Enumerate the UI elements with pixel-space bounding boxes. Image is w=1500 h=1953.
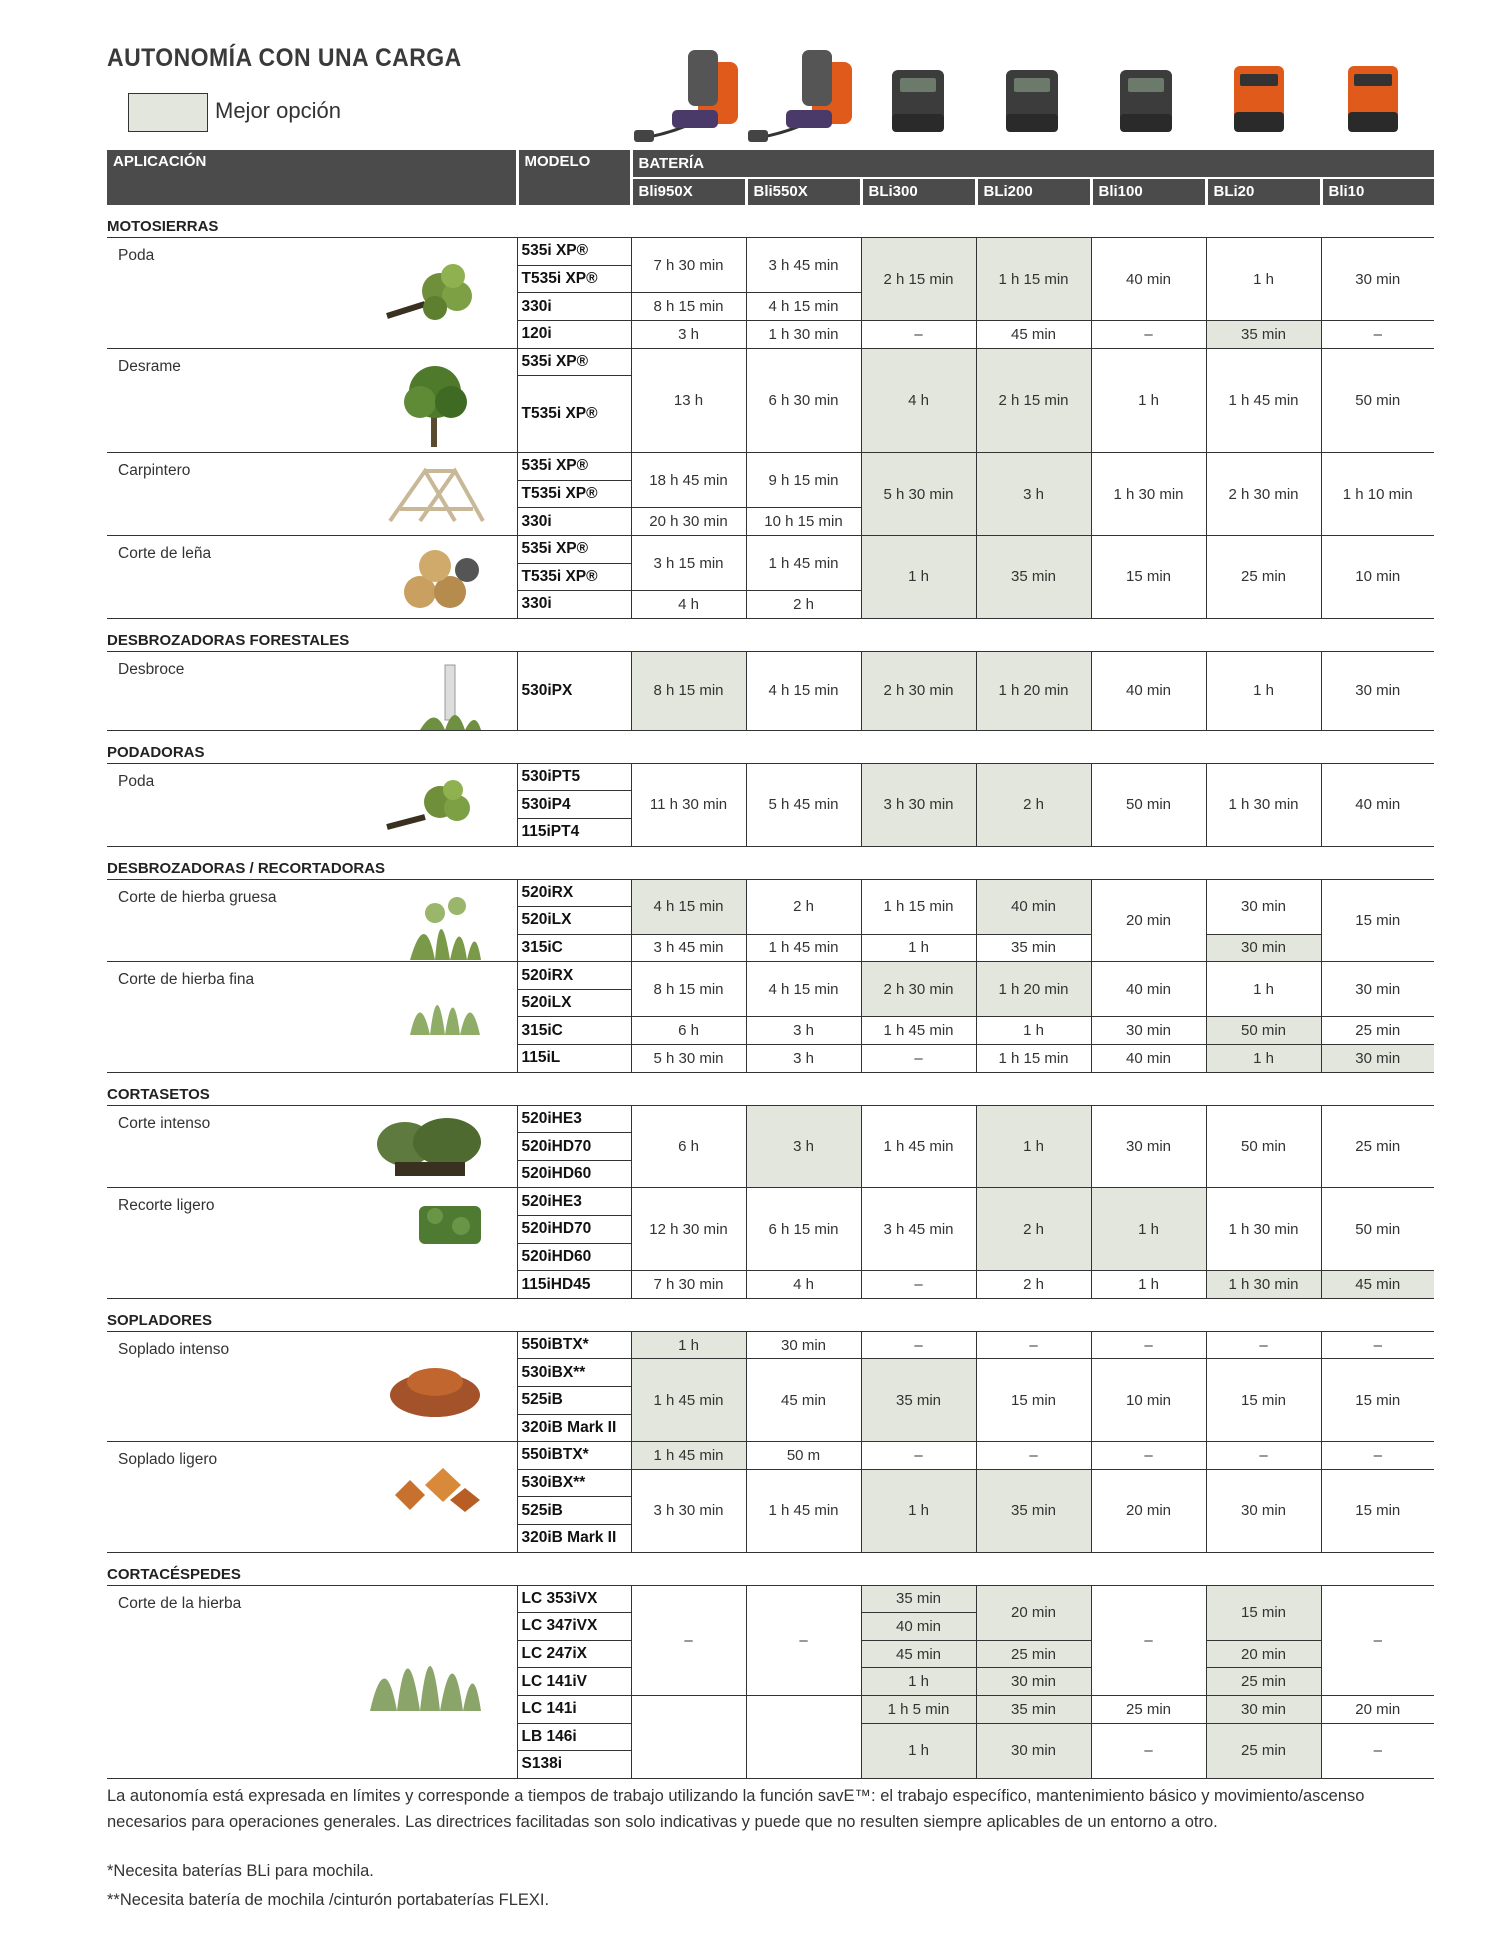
model-cell: 330i — [517, 591, 631, 619]
app-name: Corte de la hierba — [118, 1594, 242, 1612]
model-cell: 520iLX — [517, 907, 631, 935]
hedge-icon — [375, 1114, 485, 1184]
battery-col-header: BLi200 — [976, 178, 1091, 206]
model-cell: LC 141iV — [517, 1668, 631, 1696]
value-cell: 1 h — [631, 1331, 746, 1359]
value-cell: 3 h — [746, 1045, 861, 1073]
battery-col-header: BLi20 — [1206, 178, 1321, 206]
value-cell: 35 min — [1206, 320, 1321, 348]
value-cell: 35 min — [976, 1695, 1091, 1723]
value-cell: 15 min — [1321, 1469, 1434, 1552]
battery-bli300 — [892, 70, 944, 132]
model-cell: 535i XP® — [517, 238, 631, 266]
value-cell: 1 h 30 min — [1206, 1271, 1321, 1299]
value-cell: 3 h 30 min — [631, 1469, 746, 1552]
value-cell: 35 min — [861, 1585, 976, 1613]
value-cell: 30 min — [1321, 962, 1434, 1017]
app-name: Recorte ligero — [118, 1197, 215, 1215]
value-cell: 12 h 30 min — [631, 1188, 746, 1271]
value-cell: 1 h — [1091, 1271, 1206, 1299]
legend-label: Mejor opción — [215, 98, 341, 123]
value-cell: 1 h 30 min — [1091, 453, 1206, 536]
battery-col-header: Bli10 — [1321, 178, 1434, 206]
model-cell: 330i — [517, 508, 631, 536]
value-cell: 40 min — [1321, 763, 1434, 846]
value-cell: 4 h 15 min — [746, 651, 861, 730]
value-cell: 30 min — [1091, 1017, 1206, 1045]
model-cell: 520iHD70 — [517, 1216, 631, 1244]
app-cell — [107, 1105, 517, 1188]
app-name: Soplado intenso — [118, 1340, 230, 1358]
branch-icon — [385, 246, 485, 336]
model-cell: 550iBTX* — [517, 1331, 631, 1359]
value-cell: 1 h 15 min — [976, 1045, 1091, 1073]
model-cell: T535i XP® — [517, 563, 631, 591]
value-cell: 45 min — [746, 1359, 861, 1442]
value-cell: – — [1321, 1442, 1434, 1470]
value-cell: 15 min — [1321, 1359, 1434, 1442]
value-cell: 3 h — [746, 1105, 861, 1188]
value-cell: 6 h — [631, 1017, 746, 1045]
value-cell: 1 h — [861, 1668, 976, 1696]
value-cell: 2 h 30 min — [861, 962, 976, 1017]
value-cell: 25 min — [1321, 1017, 1434, 1045]
firewood-icon — [395, 544, 485, 614]
value-cell: 11 h 30 min — [631, 763, 746, 846]
app-cell — [107, 453, 517, 536]
value-cell: – — [1321, 1723, 1434, 1778]
hedge-icon — [415, 1196, 485, 1251]
model-cell: 520iHD60 — [517, 1160, 631, 1188]
value-cell: 7 h 30 min — [631, 238, 746, 293]
value-cell: 1 h 45 min — [1206, 348, 1321, 453]
model-cell: 520iHD60 — [517, 1243, 631, 1271]
value-cell: 20 min — [1091, 1469, 1206, 1552]
value-cell: 35 min — [976, 934, 1091, 962]
app-name: Desrame — [118, 357, 181, 375]
value-cell: 5 h 30 min — [631, 1045, 746, 1073]
value-cell: 1 h 10 min — [1321, 453, 1434, 536]
value-cell: 1 h — [861, 1723, 976, 1778]
value-cell: 1 h — [1206, 651, 1321, 730]
value-cell: 50 m — [746, 1442, 861, 1470]
battery-images — [630, 42, 1435, 147]
wood-frame-icon — [385, 461, 485, 531]
value-cell: 1 h 30 min — [1206, 1188, 1321, 1271]
app-name: Corte de hierba gruesa — [118, 888, 277, 906]
value-cell: 3 h 45 min — [631, 934, 746, 962]
value-cell: 1 h — [861, 1469, 976, 1552]
app-name: Corte de leña — [118, 544, 212, 562]
model-cell: LC 347iVX — [517, 1613, 631, 1641]
model-cell: 115iHD45 — [517, 1271, 631, 1299]
section-title: DESBROZADORAS FORESTALES — [107, 618, 1434, 651]
value-cell: 40 min — [1091, 651, 1206, 730]
value-cell: 2 h — [976, 763, 1091, 846]
app-cell — [107, 1331, 517, 1441]
value-cell: 2 h 30 min — [861, 651, 976, 730]
value-cell: 20 min — [976, 1585, 1091, 1640]
value-cell: 30 min — [1206, 1469, 1321, 1552]
model-cell: 520iHE3 — [517, 1105, 631, 1133]
model-cell: 520iRX — [517, 879, 631, 907]
value-cell: 2 h — [976, 1188, 1091, 1271]
value-cell: 1 h 15 min — [861, 879, 976, 934]
value-cell: 50 min — [1206, 1105, 1321, 1188]
model-cell: 520iRX — [517, 962, 631, 990]
section-title: MOTOSIERRAS — [107, 205, 1434, 238]
value-cell: 15 min — [1206, 1359, 1321, 1442]
section-title: CORTACÉSPEDES — [107, 1552, 1434, 1585]
section-title: SOPLADORES — [107, 1298, 1434, 1331]
model-cell: T535i XP® — [517, 265, 631, 293]
backpack-battery-1 — [634, 50, 738, 142]
app-cell — [107, 348, 517, 453]
value-cell: 1 h 20 min — [976, 651, 1091, 730]
value-cell: 8 h 15 min — [631, 651, 746, 730]
app-name: Soplado ligero — [118, 1451, 218, 1469]
model-cell: T535i XP® — [517, 480, 631, 508]
value-cell: 2 h 15 min — [976, 348, 1091, 453]
model-cell: LC 247iX — [517, 1640, 631, 1668]
value-cell: 15 min — [976, 1359, 1091, 1442]
value-cell: 1 h 45 min — [746, 1469, 861, 1552]
value-cell: – — [1321, 320, 1434, 348]
header-application: APLICACIÓN — [107, 150, 517, 205]
value-cell: 15 min — [1206, 1585, 1321, 1640]
app-cell — [107, 763, 517, 846]
model-cell: 320iB Mark II — [517, 1414, 631, 1442]
value-cell: 50 min — [1206, 1017, 1321, 1045]
value-cell: 35 min — [976, 1469, 1091, 1552]
value-cell: 18 h 45 min — [631, 453, 746, 508]
value-cell: – — [1091, 1723, 1206, 1778]
fine-grass-icon — [405, 970, 485, 1040]
value-cell: 4 h 15 min — [746, 293, 861, 321]
value-cell: 2 h 15 min — [861, 238, 976, 321]
value-cell: 25 min — [1206, 535, 1321, 618]
app-name: Carpintero — [118, 462, 191, 480]
value-cell: 30 min — [1091, 1105, 1206, 1188]
app-name: Poda — [118, 772, 155, 790]
value-cell: 45 min — [861, 1640, 976, 1668]
value-cell: 1 h — [976, 1105, 1091, 1188]
model-cell: 535i XP® — [517, 453, 631, 481]
value-cell: 30 min — [1321, 1045, 1434, 1073]
value-cell: 2 h 30 min — [1206, 453, 1321, 536]
value-cell: 50 min — [1321, 348, 1434, 453]
leaves-icon — [385, 1450, 485, 1520]
value-cell: 30 min — [976, 1668, 1091, 1696]
value-cell: 30 min — [1321, 651, 1434, 730]
app-cell — [107, 535, 517, 618]
battery-bli200 — [1006, 70, 1058, 132]
value-cell: 4 h — [631, 591, 746, 619]
model-cell: 320iB Mark II — [517, 1524, 631, 1552]
value-cell: 45 min — [1321, 1271, 1434, 1299]
value-cell: 40 min — [861, 1613, 976, 1641]
model-cell: 115iPT4 — [517, 818, 631, 846]
app-name: Corte intenso — [118, 1114, 211, 1132]
model-cell: LC 353iVX — [517, 1585, 631, 1613]
legend-swatch — [128, 93, 208, 132]
value-cell: – — [976, 1331, 1091, 1359]
value-cell: – — [1091, 320, 1206, 348]
sapling-icon — [415, 660, 485, 735]
value-cell: 6 h 30 min — [746, 348, 861, 453]
battery-col-header: Bli950X — [631, 178, 746, 206]
battery-bli20 — [1234, 66, 1284, 132]
value-cell: 1 h 45 min — [631, 1442, 746, 1470]
value-cell: 25 min — [976, 1640, 1091, 1668]
model-cell: 520iHE3 — [517, 1188, 631, 1216]
value-cell: 35 min — [861, 1359, 976, 1442]
value-cell: 1 h 15 min — [976, 238, 1091, 321]
footnote-1: *Necesita baterías BLi para mochila. — [107, 1862, 374, 1880]
value-cell: 1 h — [861, 934, 976, 962]
value-cell: 3 h — [976, 453, 1091, 536]
battery-col-header: Bli550X — [746, 178, 861, 206]
model-cell: 120i — [517, 320, 631, 348]
page-title: AUTONOMÍA CON UNA CARGA — [107, 44, 462, 72]
value-cell: 4 h 15 min — [631, 879, 746, 934]
runtime-table — [107, 150, 1434, 1779]
app-cell — [107, 1188, 517, 1298]
value-cell: 6 h 15 min — [746, 1188, 861, 1271]
value-cell: – — [861, 320, 976, 348]
value-cell: – — [1321, 1331, 1434, 1359]
value-cell: 1 h 45 min — [631, 1359, 746, 1442]
app-cell — [107, 1442, 517, 1552]
value-cell: 3 h — [746, 1017, 861, 1045]
battery-col-header: BLi300 — [861, 178, 976, 206]
tree-icon — [385, 357, 485, 452]
value-cell: – — [746, 1585, 861, 1695]
value-cell: 30 min — [746, 1331, 861, 1359]
thick-grass-icon — [405, 888, 485, 963]
value-cell: 20 min — [1091, 879, 1206, 962]
value-cell: 1 h 5 min — [861, 1695, 976, 1723]
app-cell — [107, 238, 517, 348]
value-cell: 25 min — [1321, 1105, 1434, 1188]
value-cell: – — [1091, 1585, 1206, 1695]
model-cell: 315iC — [517, 934, 631, 962]
model-cell: 530iBX** — [517, 1469, 631, 1497]
value-cell: 25 min — [1091, 1695, 1206, 1723]
value-cell: 1 h — [1206, 962, 1321, 1017]
value-cell: 13 h — [631, 348, 746, 453]
value-cell: 50 min — [1091, 763, 1206, 846]
battery-col-header: Bli100 — [1091, 178, 1206, 206]
footnote-2: **Necesita batería de mochila /cinturón portabaterías FLEXI. — [107, 1891, 550, 1909]
header-battery: BATERÍA — [631, 150, 1434, 178]
value-cell: 25 min — [1206, 1668, 1321, 1696]
value-cell — [631, 1695, 746, 1778]
value-cell: 3 h 30 min — [861, 763, 976, 846]
value-cell: 1 h 30 min — [1206, 763, 1321, 846]
value-cell: 5 h 30 min — [861, 453, 976, 536]
value-cell: – — [861, 1045, 976, 1073]
value-cell: 25 min — [1206, 1723, 1321, 1778]
value-cell: – — [1321, 1585, 1434, 1695]
model-cell: 520iHD70 — [517, 1133, 631, 1161]
model-cell: 315iC — [517, 1017, 631, 1045]
value-cell: 1 h — [1206, 1045, 1321, 1073]
value-cell: 1 h 45 min — [746, 535, 861, 590]
model-cell: 525iB — [517, 1497, 631, 1525]
notes-paragraph: La autonomía está expresada en límites y corresponde a tiempos de trabajo utilizando la función savE™: el trabajo específico, mantenimiento básico y movimiento/ascenso necesarios para operaciones generales. Las directrices facilitadas son solo indicativas y puede que no resulten siempre aplicables de un entorno a otro. — [107, 1787, 1365, 1831]
model-cell: T535i XP® — [517, 376, 631, 453]
value-cell: 30 min — [1206, 879, 1321, 934]
app-cell — [107, 651, 517, 730]
value-cell: – — [1206, 1442, 1321, 1470]
value-cell — [746, 1695, 861, 1778]
value-cell: 3 h — [631, 320, 746, 348]
header-model: MODELO — [517, 150, 631, 205]
value-cell: 1 h — [861, 535, 976, 618]
value-cell: 2 h — [746, 879, 861, 934]
value-cell: 10 h 15 min — [746, 508, 861, 536]
model-cell: 530iP4 — [517, 791, 631, 819]
value-cell: 40 min — [976, 879, 1091, 934]
app-name: Poda — [118, 247, 155, 265]
value-cell: 20 min — [1206, 1640, 1321, 1668]
value-cell: 4 h — [861, 348, 976, 453]
value-cell: 3 h 45 min — [746, 238, 861, 293]
model-cell: LC 141i — [517, 1695, 631, 1723]
value-cell: 1 h 45 min — [861, 1105, 976, 1188]
value-cell: – — [861, 1331, 976, 1359]
value-cell: 1 h 45 min — [861, 1017, 976, 1045]
value-cell: 1 h — [1091, 348, 1206, 453]
value-cell: 1 h 30 min — [746, 320, 861, 348]
model-cell: S138i — [517, 1751, 631, 1779]
value-cell: 5 h 45 min — [746, 763, 861, 846]
value-cell: 30 min — [1206, 1695, 1321, 1723]
value-cell: 1 h 45 min — [746, 934, 861, 962]
model-cell: 520iLX — [517, 989, 631, 1017]
value-cell: 1 h — [1206, 238, 1321, 321]
value-cell: 40 min — [1091, 238, 1206, 321]
value-cell: – — [976, 1442, 1091, 1470]
branch-icon — [385, 772, 485, 837]
model-cell: 530iPT5 — [517, 763, 631, 791]
value-cell: – — [631, 1585, 746, 1695]
value-cell: 20 min — [1321, 1695, 1434, 1723]
model-cell: 330i — [517, 293, 631, 321]
value-cell: – — [1091, 1442, 1206, 1470]
value-cell: 3 h 45 min — [861, 1188, 976, 1271]
app-cell — [107, 962, 517, 1072]
value-cell: 2 h — [746, 591, 861, 619]
leaves-pile-icon — [385, 1340, 485, 1430]
value-cell: 40 min — [1091, 1045, 1206, 1073]
value-cell: 30 min — [976, 1723, 1091, 1778]
value-cell: – — [1091, 1331, 1206, 1359]
model-cell: LB 146i — [517, 1723, 631, 1751]
section-title: DESBROZADORAS / RECORTADORAS — [107, 846, 1434, 879]
value-cell: 10 min — [1321, 535, 1434, 618]
value-cell: 8 h 15 min — [631, 293, 746, 321]
value-cell: 4 h 15 min — [746, 962, 861, 1017]
value-cell: 1 h — [976, 1017, 1091, 1045]
value-cell: 30 min — [1321, 238, 1434, 321]
section-title: CORTASETOS — [107, 1072, 1434, 1105]
model-cell: 530iBX** — [517, 1359, 631, 1387]
value-cell: 3 h 15 min — [631, 535, 746, 590]
section-title: PODADORAS — [107, 730, 1434, 763]
app-name: Corte de hierba fina — [118, 971, 255, 989]
value-cell: 15 min — [1091, 535, 1206, 618]
app-cell — [107, 879, 517, 962]
battery-bli100 — [1120, 70, 1172, 132]
value-cell: 9 h 15 min — [746, 453, 861, 508]
value-cell: 2 h — [976, 1271, 1091, 1299]
value-cell: 1 h 20 min — [976, 962, 1091, 1017]
value-cell: 20 h 30 min — [631, 508, 746, 536]
value-cell: 40 min — [1091, 962, 1206, 1017]
model-cell: 535i XP® — [517, 535, 631, 563]
value-cell: 10 min — [1091, 1359, 1206, 1442]
value-cell: – — [1206, 1331, 1321, 1359]
value-cell: 15 min — [1321, 879, 1434, 962]
model-cell: 535i XP® — [517, 348, 631, 376]
value-cell: – — [861, 1271, 976, 1299]
app-cell — [107, 1585, 517, 1778]
model-cell: 115iL — [517, 1045, 631, 1073]
model-cell: 530iPX — [517, 651, 631, 730]
value-cell: 7 h 30 min — [631, 1271, 746, 1299]
battery-bli10 — [1348, 66, 1398, 132]
value-cell: 1 h — [1091, 1188, 1206, 1271]
value-cell: 4 h — [746, 1271, 861, 1299]
lawn-grass-icon — [365, 1616, 485, 1716]
app-name: Desbroce — [118, 660, 185, 678]
value-cell: 50 min — [1321, 1188, 1434, 1271]
model-cell: 525iB — [517, 1387, 631, 1415]
value-cell: 30 min — [1206, 934, 1321, 962]
value-cell: 45 min — [976, 320, 1091, 348]
model-cell: 550iBTX* — [517, 1442, 631, 1470]
value-cell: 8 h 15 min — [631, 962, 746, 1017]
value-cell: – — [861, 1442, 976, 1470]
value-cell: 6 h — [631, 1105, 746, 1188]
backpack-battery-2 — [748, 50, 852, 142]
value-cell: 35 min — [976, 535, 1091, 618]
